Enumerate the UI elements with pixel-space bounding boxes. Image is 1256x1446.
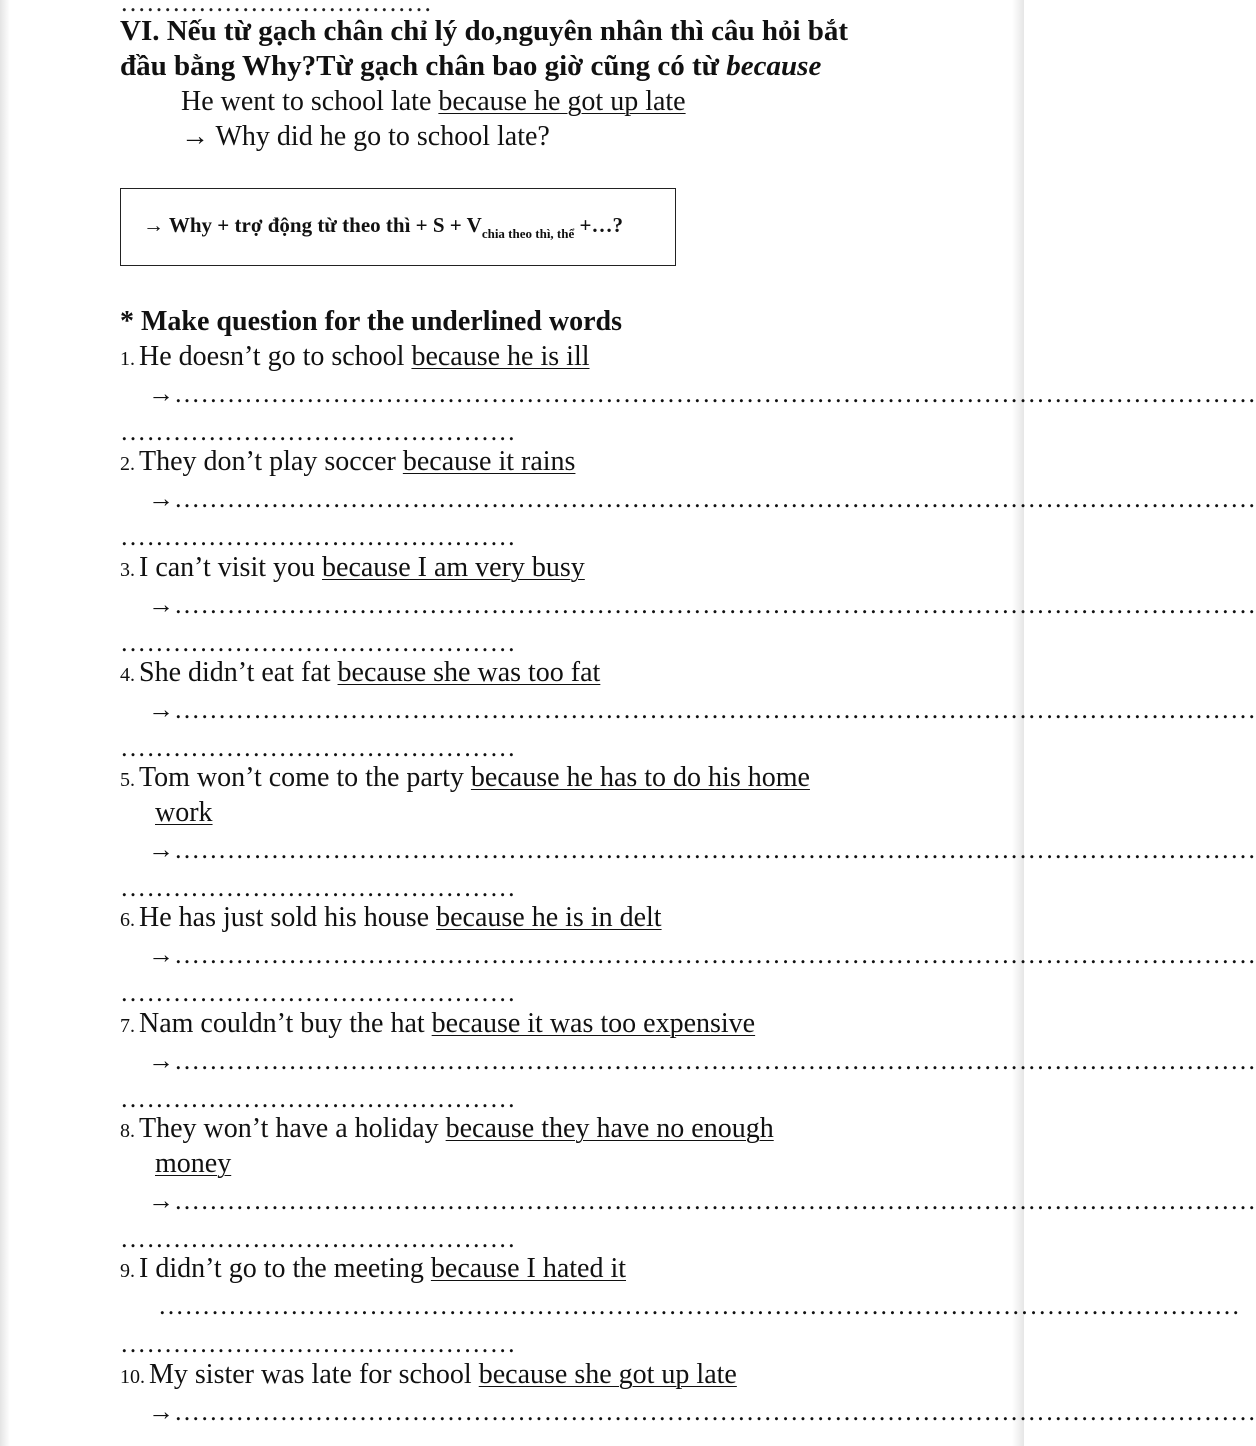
question-text: He has just sold his house bbox=[139, 902, 437, 933]
answer-line[interactable] bbox=[148, 379, 1256, 409]
answer-extra-dotted-blank[interactable]: ……………………………………… bbox=[120, 978, 516, 1007]
formula-text bbox=[143, 213, 623, 242]
question-7 bbox=[120, 1008, 755, 1040]
answer-extra-dotted-blank[interactable]: ……………………………………… bbox=[120, 628, 516, 657]
question-10 bbox=[120, 1359, 737, 1391]
question-number: 5. bbox=[120, 769, 135, 791]
answer-line[interactable] bbox=[148, 1046, 1256, 1076]
question-underlined-reason: because he has to do his home bbox=[470, 762, 810, 793]
question-text: They won’t have a holiday bbox=[139, 1113, 446, 1144]
question-3 bbox=[120, 552, 585, 584]
question-8 bbox=[120, 1113, 774, 1145]
question-underlined-reason: because they have no enough bbox=[445, 1113, 774, 1144]
formula-subscript: chia theo thì, thể bbox=[481, 226, 575, 241]
question-underlined-reason: because I hated it bbox=[430, 1253, 627, 1284]
question-number: 1. bbox=[120, 348, 135, 370]
answer-arrow-icon: → bbox=[148, 484, 174, 513]
heading-line-2 bbox=[120, 49, 910, 84]
answer-extra-dotted-blank[interactable]: ……………………………………… bbox=[120, 733, 516, 762]
question-number: 3. bbox=[120, 559, 135, 581]
answer-dotted-blank: …………………………………………………………………………………………………………… bbox=[174, 484, 1256, 513]
question-text: Nam couldn’t buy the hat bbox=[139, 1008, 432, 1039]
question-text: Tom won’t come to the party bbox=[139, 762, 471, 793]
question-underlined-reason: because he is ill bbox=[411, 341, 590, 372]
answer-arrow-icon: → bbox=[148, 1186, 174, 1215]
answer-extra-dotted-blank[interactable]: ……………………………………… bbox=[120, 1329, 516, 1358]
question-underlined-reason: because she was too fat bbox=[337, 657, 601, 688]
question-underlined-continuation: work bbox=[155, 797, 213, 828]
example-underlined-reason: because he got up late bbox=[438, 86, 686, 117]
answer-dotted-blank: …………………………………………………………………………………………………………… bbox=[174, 379, 1256, 408]
answer-arrow-icon: → bbox=[148, 379, 174, 408]
question-1 bbox=[120, 341, 590, 373]
answer-arrow-icon: → bbox=[148, 695, 174, 724]
answer-line[interactable] bbox=[148, 1397, 1256, 1427]
question-number: 2. bbox=[120, 453, 135, 475]
question-number: 4. bbox=[120, 664, 135, 686]
question-underlined-reason: because he is in delt bbox=[436, 902, 662, 933]
answer-dotted-blank: …………………………………………………………………………………………………………… bbox=[174, 1397, 1256, 1426]
example-answer: → Why did he go to school late? bbox=[181, 121, 550, 152]
question-text: My sister was late for school bbox=[149, 1359, 479, 1390]
formula-tail: +…? bbox=[574, 213, 623, 237]
top-dotted-line: ……………………………… bbox=[120, 0, 432, 17]
answer-extra-dotted-blank[interactable]: ……………………………………… bbox=[120, 522, 516, 551]
heading-line-1: VI. Nếu từ gạch chân chỉ lý do,nguyên nhân thì câu hỏi bắt bbox=[120, 15, 849, 47]
answer-arrow-icon: → bbox=[148, 940, 174, 969]
question-text: He doesn’t go to school bbox=[139, 341, 412, 372]
page-edge-shadow-left bbox=[0, 0, 10, 1446]
answer-dotted-blank: …………………………………………………………………………………………………………… bbox=[174, 695, 1256, 724]
question-underlined-continuation: money bbox=[155, 1148, 232, 1179]
question-4 bbox=[120, 657, 600, 689]
heading-line-2-text: đầu bằng Why?Từ gạch chân bao giờ cũng có từ bbox=[120, 50, 727, 82]
example-sentence bbox=[181, 86, 686, 118]
answer-extra-dotted-blank[interactable]: ……………………………………… bbox=[120, 1084, 516, 1113]
exercise-title: * Make question for the underlined words bbox=[120, 306, 622, 337]
question-text: I can’t visit you bbox=[139, 552, 323, 583]
question-text: She didn’t eat fat bbox=[139, 657, 338, 688]
answer-extra-dotted-blank[interactable]: ……………………………………… bbox=[120, 1224, 516, 1253]
question-text: I didn’t go to the meeting bbox=[139, 1253, 431, 1284]
answer-dotted-blank: …………………………………………………………………………………………………………… bbox=[174, 1046, 1256, 1075]
question-underlined-reason: because it was too expensive bbox=[431, 1008, 756, 1039]
answer-arrow-icon: → bbox=[148, 1046, 174, 1075]
question-2 bbox=[120, 446, 575, 478]
answer-line[interactable] bbox=[148, 1186, 1256, 1216]
answer-extra-dotted-blank[interactable]: ……………………………………… bbox=[120, 417, 516, 446]
answer-line[interactable] bbox=[148, 484, 1256, 514]
answer-arrow-icon: → bbox=[148, 590, 174, 619]
question-number: 7. bbox=[120, 1015, 135, 1037]
answer-extra-dotted-blank[interactable]: ……………………………………… bbox=[120, 873, 516, 902]
answer-line[interactable] bbox=[148, 835, 1256, 865]
answer-line[interactable] bbox=[158, 1291, 1241, 1321]
question-number: 9. bbox=[120, 1260, 135, 1282]
answer-dotted-blank: …………………………………………………………………………………………………………… bbox=[174, 590, 1256, 619]
question-number: 10. bbox=[120, 1366, 145, 1388]
formula-main: → Why + trợ động từ theo thì + S + V bbox=[143, 213, 482, 237]
question-9 bbox=[120, 1253, 626, 1285]
answer-line[interactable] bbox=[148, 590, 1256, 620]
section-heading bbox=[120, 14, 910, 84]
answer-arrow-icon: → bbox=[148, 1397, 174, 1426]
question-number: 6. bbox=[120, 909, 135, 931]
answer-dotted-blank: …………………………………………………………………………………………………………… bbox=[174, 940, 1256, 969]
question-underlined-reason: because I am very busy bbox=[322, 552, 585, 583]
question-underlined-reason: because it rains bbox=[402, 446, 576, 477]
heading-keyword-because: because bbox=[726, 50, 822, 82]
question-5 bbox=[120, 762, 810, 794]
formula-box bbox=[120, 188, 676, 266]
question-text: They don’t play soccer bbox=[139, 446, 403, 477]
example-sentence-text: He went to school late bbox=[181, 86, 439, 117]
answer-line[interactable] bbox=[148, 695, 1256, 725]
question-number: 8. bbox=[120, 1120, 135, 1142]
answer-arrow-icon: → bbox=[148, 835, 174, 864]
answer-dotted-blank: …………………………………………………………………………………………………………… bbox=[158, 1291, 1241, 1320]
answer-dotted-blank: …………………………………………………………………………………………………………… bbox=[174, 1186, 1256, 1215]
question-6 bbox=[120, 902, 662, 934]
answer-dotted-blank: …………………………………………………………………………………………………………… bbox=[174, 835, 1256, 864]
answer-line[interactable] bbox=[148, 940, 1256, 970]
question-underlined-reason: because she got up late bbox=[478, 1359, 737, 1390]
